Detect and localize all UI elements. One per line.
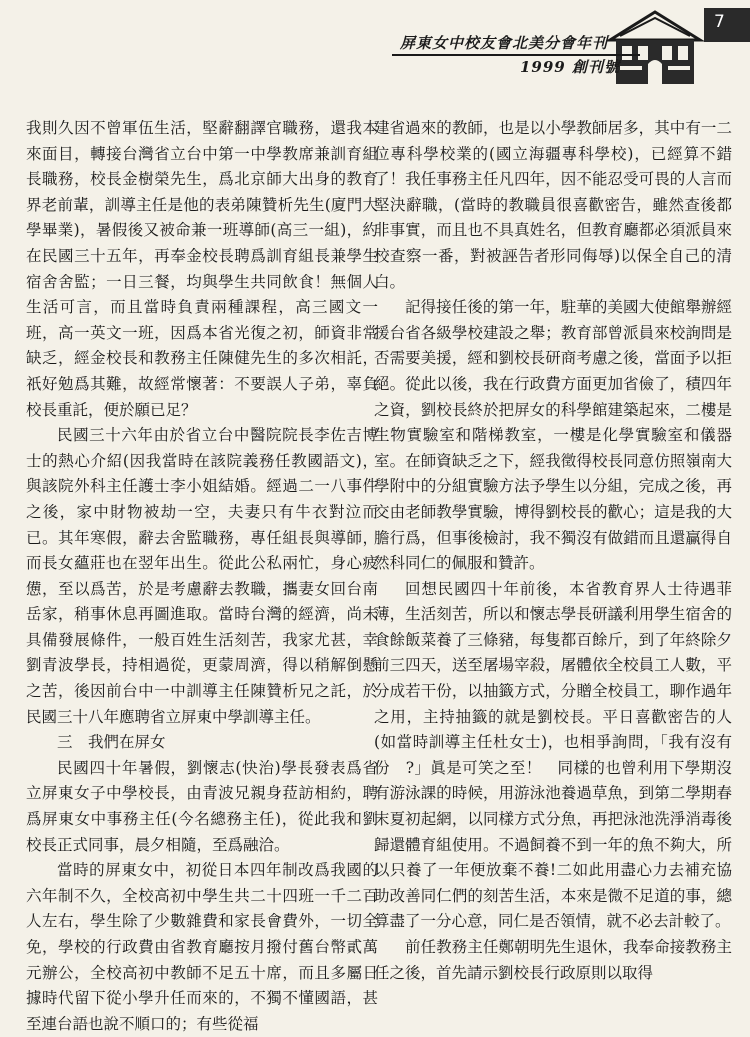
issue-label: 1999 創刊號 bbox=[520, 58, 620, 76]
paragraph: 我則久因不曾軍伍生活，堅辭翻譯官職務，還我本來面目，轉接台灣省立台中第一中學教席兼訓育組長職務，校長金樹榮先生，爲北京師大出身的教育界老前輩，訓導主任是他的表弟陳贊析先生(廈門大學畢業)，暑假後又被命兼一班導師(高三一組)，約在民國三十五年，再奉金校長聘爲訓育組長兼學生宿舍舍監；一日三餐，均與學生共同飲食！無個人生活可言，而且當時負責兩種課程，高三國文一班，高一英文一班，因爲本省光復之初，師資非常缺乏，經金校長和教務主任陳健先生的多次相託，祇好勉爲其難，故經常懷著：不要誤人子弟，辜負校長重託，便於願已足？ bbox=[26, 119, 378, 419]
page-number: 7 bbox=[714, 12, 725, 32]
paragraph: 民國三十六年由於省立台中醫院院長李佐吉博士的熱心介紹(因我當時在該院義務任教國語文)，與該院外科主任護士李小姐結婚。經過二一八事件之後，家中財物被劫一空，夫妻只有牛衣對泣而已。其年寒假，辭去舍監職務，專任組長與導師，而長女蘊莊也在翌年出生。從此公私兩忙，身心疲憊，至以爲苦，於是考慮辭去教職，攜妻女回台南岳家，稍事休息再圖進取。當時台灣的經濟，尚未具備發展條件，一般百姓生活刻苦，我家尤甚，幸劉青波學長，持相過從，更蒙周濟，得以稍解倒懸之苦，後因前台中一中訓導主任陳贊析兄之託，於民國三十八年應聘省立屏東中學訓導主任。 bbox=[26, 426, 378, 726]
paragraph: 建省過來的教師，也是以小學教師居多，其中有一二位專科學校業的(國立海疆專科學校)，已經算不錯了！我任事務主任凡四年，因不能忍受可畏的人言而堅決辭職，(當時的教職員很喜歡密告，雖然查後都非事實，而且也不具真姓名，但教育廳都必須派員來校查察一番，對被誣告者形同侮辱)以保全自己的清白。 bbox=[374, 119, 732, 291]
paragraph: 當時的屏東女中，初從日本四年制改爲我國的六年制不久，全校高初中學生共二十四班一千二百人左右，學生除了少數雜費和家長會費外，一切全免，學校的行政費由省教育廳按月撥付舊台幣貳萬元辦公，全校高初中教師不足五十席，而且多屬日據時代留下從小學升任而來的，不獨不懂國語，甚至連台語也說不順口的；有些從福 bbox=[26, 861, 378, 1033]
left-column bbox=[26, 116, 378, 1037]
paragraph: 回想民國四十年前後，本省教育界人士待遇菲薄，生活刻苦，所以和懷志學長研議利用學生宿舍的食餘飯菜養了三條豬，每隻都百餘斤，到了年終除夕前三四天，送至屠場宰殺，屠體依全校員工人數，平分成若干份，以抽籤方式，分贈全校員工，聊作過年之用，主持抽籤的就是劉校長。平日喜歡密告的人(如當時訓導主任杜女士)，也相爭詢問，「我有沒有份 ?」眞是可笑之至！ 同樣的也曾利用下學期沒有游泳課的時候，用游泳池養過草魚，到第二學期春末夏初起網，以同樣方式分魚，再把泳池洗淨消毒後歸還體育組使用。不過飼養不到一年的魚不夠大，所以只養了一年便放棄不養!二如此用盡心力去補充協助改善同仁們的刻苦生活，本來是微不足道的事，總算盡了一分心意，同仁是否領情，就不必去計較了。 bbox=[374, 579, 732, 931]
section-heading: 三 我們在屏女 bbox=[57, 733, 166, 752]
paragraph: 前任教務主任鄭朝明先生退休，我奉命接教務主任之後，首先請示劉校長行政原則以取得 bbox=[374, 938, 732, 982]
magazine-title: 屏東女中校友會北美分會年刊 bbox=[400, 34, 609, 52]
paragraph: 民國四十年暑假，劉懷志(快治)學長發表爲省立屏東女子中學校長，由青波兄親身菈訪相約，聘爲屏東女中事務主任(今名總務主任)，從此我和劉校長正式同事，晨夕相隨，至爲融洽。 bbox=[26, 758, 378, 854]
school-building-icon bbox=[606, 6, 704, 84]
paragraph: 記得接任後的第一年，駐華的美國大使館舉辦經援台省各級學校建設之舉；教育部曾派員來校詢問是否需要美援，經和劉校長研商考慮之後，當面予以拒絕。從此以後，我在行政費方面更加省儉了，積四年之資，劉校長終於把屏女的科學館建築起來，二樓是生物實驗室和階梯教室，一樓是化學實驗室和儀器室。在師資缺乏之下，經我徵得校長同意仿照嶺南大學附中的分組實驗方法予學生以分組，完成之後，再交由老師教學實驗，博得劉校長的歡心；這是我的大膽行爲，但事後檢討，我不獨沒有做錯而且還贏得自然科同仁的佩服和贊許。 bbox=[374, 298, 732, 573]
page-number-box bbox=[700, 8, 750, 42]
right-column bbox=[374, 116, 732, 986]
